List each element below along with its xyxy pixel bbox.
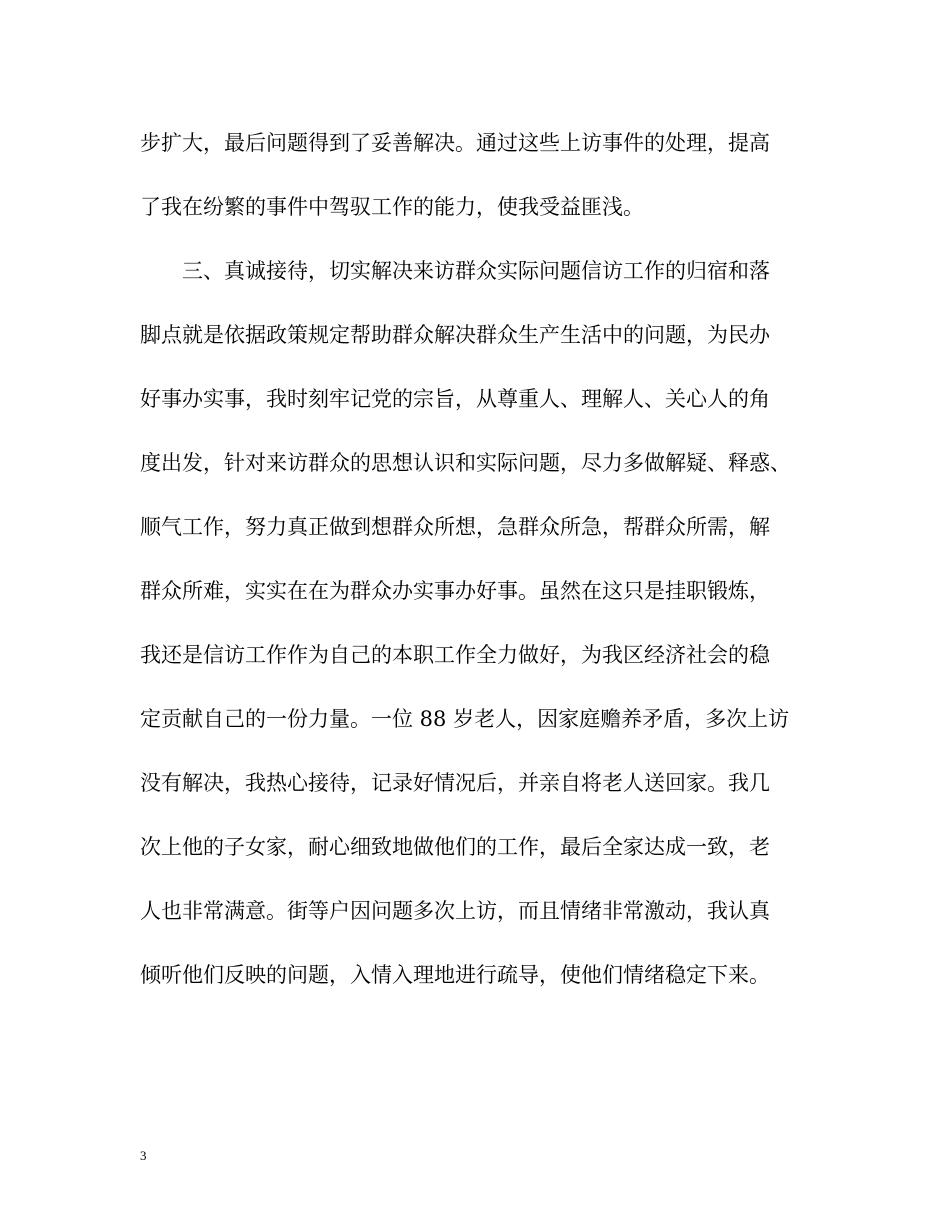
text-line-1: 步扩大，最后问题得到了妥善解决。通过这些上访事件的处理，提高: [140, 131, 770, 155]
text-line-5: 好事办实事，我时刻牢记党的宗旨，从尊重人、理解人、关心人的角: [140, 387, 770, 411]
page-number: 3: [140, 1148, 147, 1163]
text-line-2: 了我在纷繁的事件中驾驭工作的能力，使我受益匪浅。: [140, 195, 644, 219]
text-line-12: 次上他的子女家，耐心细致地做他们的工作，最后全家达成一致，老: [140, 835, 770, 859]
text-line-11: 没有解决，我热心接待，记录好情况后，并亲自将老人送回家。我几: [140, 771, 770, 795]
text-line-13: 人也非常满意。街等户因问题多次上访，而且情绪非常激动，我认真: [140, 899, 770, 923]
text-line-8: 群众所难，实实在在为群众办实事办好事。虽然在这只是挂职锻炼，: [140, 579, 770, 603]
body-text: [140, 125, 810, 1021]
text-line-10: 定贡献自己的一份力量。一位 88 岁老人，因家庭赡养矛盾，多次上访: [140, 707, 790, 731]
text-line-9: 我还是信访工作作为自己的本职工作全力做好，为我区经济社会的稳: [140, 643, 770, 667]
text-line-4: 脚点就是依据政策规定帮助群众解决群众生产生活中的问题，为民办: [140, 323, 770, 347]
text-line-7: 顺气工作，努力真正做到想群众所想，急群众所急，帮群众所需，解: [140, 515, 770, 539]
text-line-14: 倾听他们反映的问题，入情入理地进行疏导，使他们情绪稳定下来。: [140, 963, 770, 987]
text-line-3: 三、真诚接待，切实解决来访群众实际问题信访工作的归宿和落: [182, 259, 770, 283]
text-line-6: 度出发，针对来访群众的思想认识和实际问题，尽力多做解疑、释惑、: [140, 451, 791, 475]
